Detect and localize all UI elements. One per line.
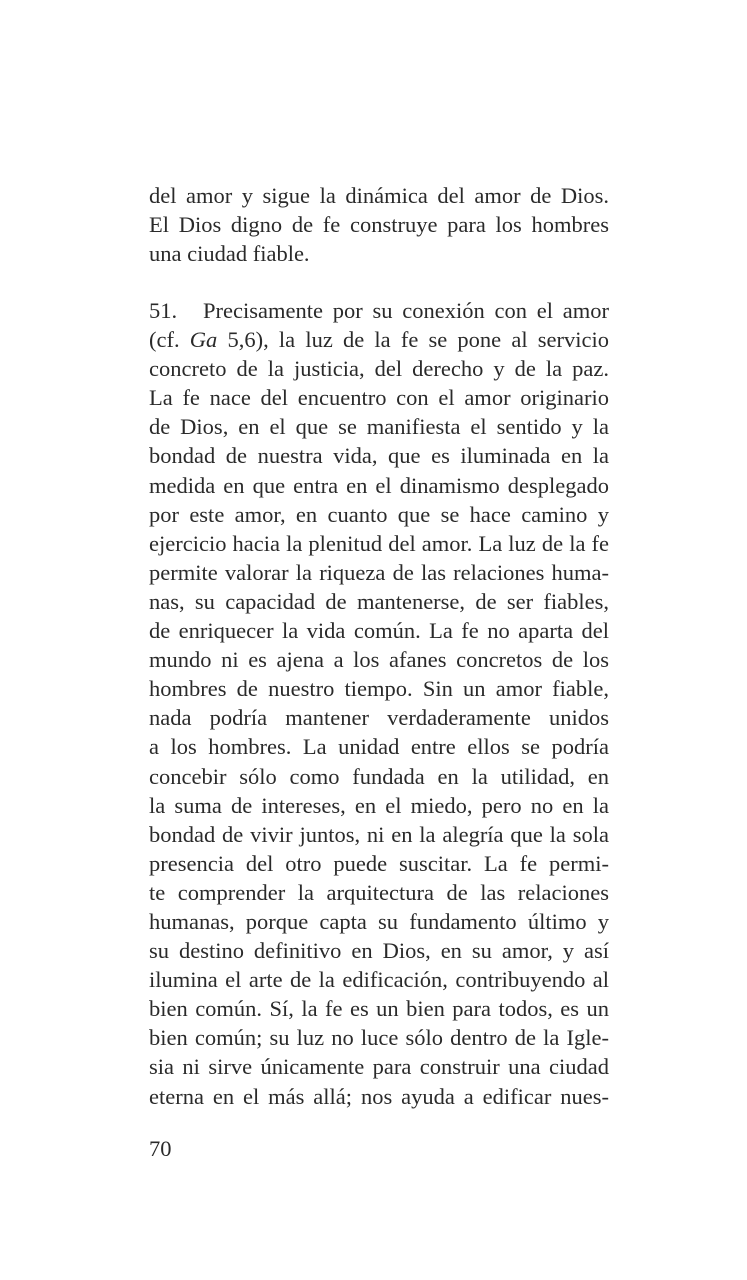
- text-line: permite valorar la riqueza de las relaciones huma-: [149, 559, 609, 585]
- text-line: sia ni sirve únicamente para construir una ciudad: [149, 1054, 609, 1080]
- text-line: ilumina el arte de la edificación, contribuyendo al: [149, 967, 609, 993]
- page-number: 70: [149, 1136, 172, 1161]
- bible-reference: Ga: [189, 327, 218, 353]
- text-line: su destino definitivo en Dios, en su amor, y así: [149, 938, 609, 964]
- text-line: [149, 296, 609, 325]
- paragraph-number: 51.: [149, 298, 178, 323]
- text-line: de enriquecer la vida común. La fe no aparta del: [149, 618, 609, 644]
- text-line: te comprender la arquitectura de las relaciones: [149, 879, 609, 905]
- paragraph-51: [149, 296, 609, 1111]
- text-line: bondad de nuestra vida, que es iluminada en la: [149, 443, 609, 469]
- text-line: eterna en el más allá; nos ayuda a edificar nues-: [149, 1083, 609, 1109]
- text-line: medida en que entra en el dinamismo desplegado: [149, 472, 609, 498]
- text-line: bondad de vivir juntos, ni en la alegría que la sola: [149, 821, 609, 847]
- text-line: bien común; su luz no luce sólo dentro de la Igle-: [149, 1025, 609, 1051]
- text-line: La fe nace del encuentro con el amor originario: [149, 385, 609, 411]
- text-line: mundo ni es ajena a los afanes concretos de los: [149, 647, 609, 673]
- text-line: humanas, porque capta su fundamento último y: [149, 908, 609, 934]
- text-fragment: Precisamente por su conexión con el amor: [203, 298, 609, 323]
- paragraph-continued: [149, 181, 609, 268]
- text-line: nas, su capacidad de mantenerse, de ser fiables,: [149, 588, 609, 614]
- text-line: una ciudad fiable.: [149, 241, 310, 267]
- text-line: de Dios, en el que se manifiesta el sentido y la: [149, 414, 609, 440]
- text-line: por este amor, en cuanto que se hace camino y: [149, 501, 609, 527]
- text-line: bien común. Sí, la fe es un bien para todos, es un: [149, 996, 609, 1022]
- text-line: hombres de nuestro tiempo. Sin un amor fiable,: [149, 676, 609, 702]
- text-line: El Dios digno de fe construye para los hombres: [149, 212, 609, 238]
- text-line: [149, 325, 609, 354]
- text-line: a los hombres. La unidad entre ellos se podría: [149, 734, 609, 760]
- text-fragment: 5,6), la luz de la fe se pone al servicio: [227, 327, 609, 353]
- text-line: concreto de la justicia, del derecho y de la paz.: [149, 356, 609, 382]
- text-fragment: (cf.: [149, 327, 180, 353]
- text-line: ejercicio hacia la plenitud del amor. La luz de la fe: [149, 530, 609, 556]
- text-line: concebir sólo como fundada en la utilidad, en: [149, 763, 609, 789]
- text-line: nada podría mantener verdaderamente unidos: [149, 705, 609, 731]
- text-line: la suma de intereses, en el miedo, pero no en la: [149, 792, 609, 818]
- text-line: presencia del otro puede suscitar. La fe permi-: [149, 850, 609, 876]
- text-line: del amor y sigue la dinámica del amor de Dios.: [149, 183, 609, 208]
